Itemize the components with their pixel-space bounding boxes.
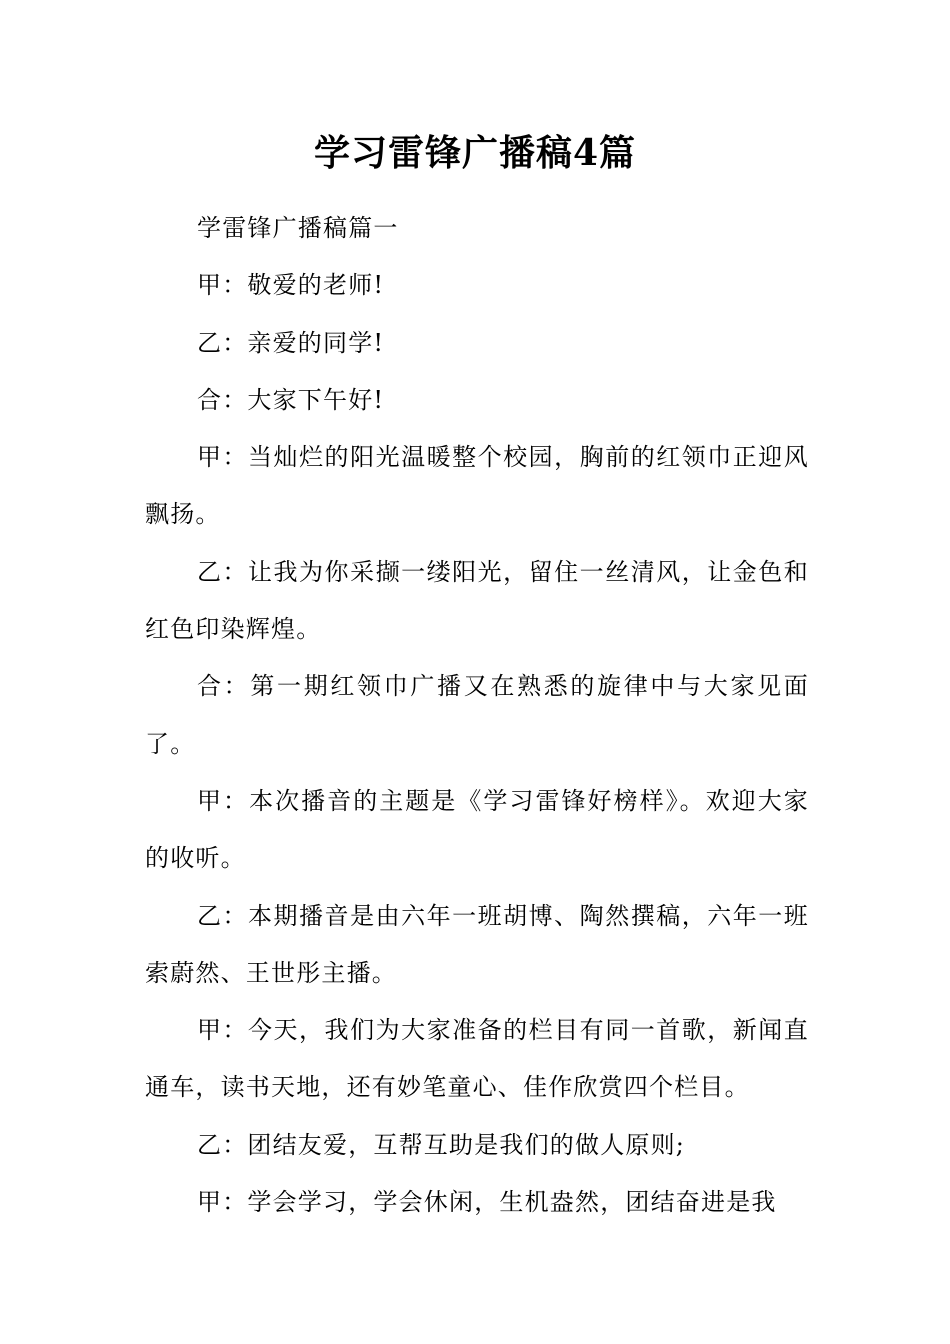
- paragraph: 乙：亲爱的同学!: [197, 328, 385, 357]
- document-title: 学习雷锋广播稿4篇: [313, 132, 637, 174]
- paragraph: 合：大家下午好!: [197, 385, 385, 414]
- paragraph: 乙：团结友爱，互帮互助是我们的做人原则;: [197, 1130, 686, 1159]
- paragraph: 乙：本期播音是由六年一班胡博、陶然撰稿，六年一班索蔚然、王世彤主播。: [145, 901, 809, 987]
- paragraph: 合：第一期红领巾广播又在熟悉的旋律中与大家见面了。: [145, 672, 809, 758]
- paragraph: 甲：当灿烂的阳光温暖整个校园，胸前的红领巾正迎风飘扬。: [145, 443, 809, 529]
- paragraph: 甲：本次播音的主题是《学习雷锋好榜样》。欢迎大家的收听。: [145, 786, 809, 873]
- paragraph-section-heading: 学雷锋广播稿篇一: [197, 214, 399, 242]
- paragraph: 甲：敬爱的老师!: [197, 271, 385, 300]
- paragraph: 乙：让我为你采撷一缕阳光，留住一丝清风，让金色和红色印染辉煌。: [145, 557, 809, 644]
- paragraph: 甲：学会学习，学会休闲，生机盎然，团结奋进是我: [197, 1188, 777, 1217]
- paragraph: 甲：今天，我们为大家准备的栏目有同一首歌，新闻直通车，读书天地，还有妙笔童心、佳作欣赏四个栏目。: [145, 1016, 809, 1102]
- document-body: [145, 200, 809, 1231]
